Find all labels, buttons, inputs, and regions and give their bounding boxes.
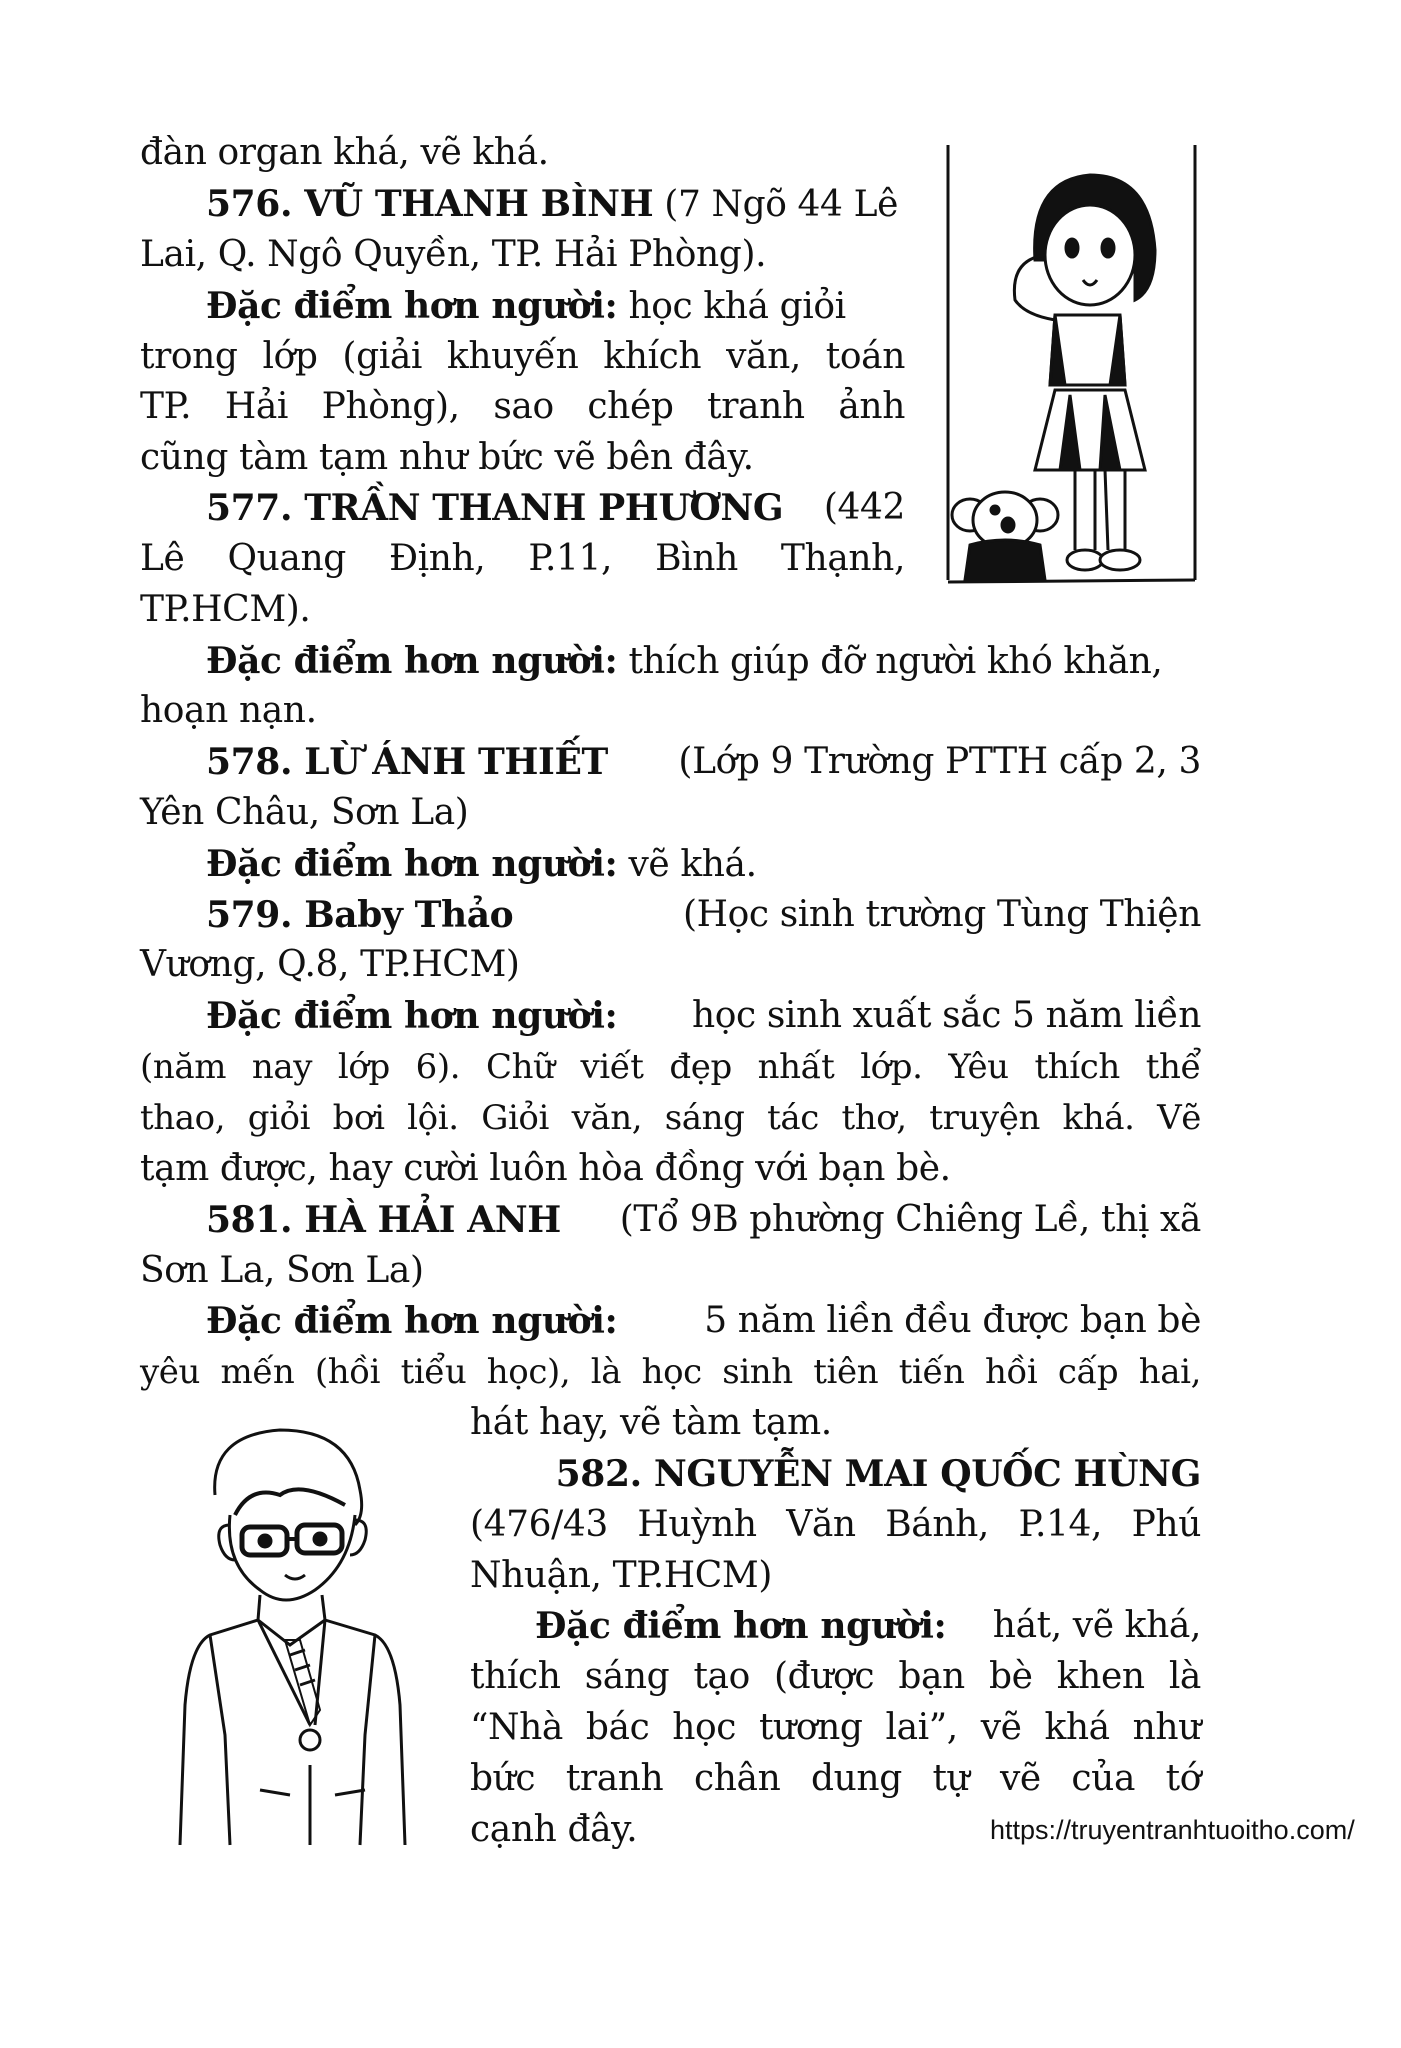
- entry-576-heading: [206, 182, 898, 227]
- trait-label: Đặc điểm hơn người:: [206, 995, 618, 1037]
- entry-578-address-cont: Yên Châu, Sơn La): [140, 792, 469, 833]
- entry-576-address: (7 Ngõ 44 Lê: [664, 184, 899, 225]
- entry-582-address-cont: Nhuận, TP.HCM): [470, 1555, 773, 1596]
- text-line: cũng tàm tạm như bức vẽ bên đây.: [140, 437, 754, 478]
- trait-text: hát, vẽ khá,: [992, 1605, 1201, 1646]
- entry-577-heading: [206, 486, 905, 530]
- entry-577-address-cont: Lê Quang Định, P.11, Bình Thạnh,: [140, 538, 905, 579]
- entry-578-name: 578. LỪ ÁNH THIẾT: [206, 741, 608, 783]
- trait-label: Đặc điểm hơn người:: [206, 640, 618, 682]
- trait-label: Đặc điểm hơn người:: [206, 285, 618, 327]
- entry-578-heading: [206, 740, 1201, 784]
- entry-579-trait: [206, 994, 1201, 1038]
- text-line: yêu mến (hồi tiểu học), là học sinh tiên tiến hồi cấp hai,: [140, 1352, 1201, 1392]
- text-line: trong lớp (giải khuyến khích văn, toán: [140, 336, 905, 377]
- entry-581-address: (Tổ 9B phường Chiêng Lề, thị xã: [619, 1199, 1201, 1240]
- text-line: TP.HCM).: [140, 589, 311, 630]
- text-line: thao, giỏi bơi lội. Giỏi văn, sáng tác thơ, truyện khá. Vẽ: [140, 1098, 1201, 1138]
- entry-579-address: (Học sinh trường Tùng Thiện: [682, 894, 1201, 935]
- entry-581-name: 581. HÀ HẢI ANH: [206, 1199, 561, 1241]
- text-line: “Nhà bác học tương lai”, vẽ khá như: [470, 1707, 1201, 1748]
- text-line: (năm nay lớp 6). Chữ viết đẹp nhất lớp. Yêu thích thể: [140, 1047, 1201, 1087]
- entry-582-address: (476/43 Huỳnh Văn Bánh, P.14, Phú: [470, 1504, 1201, 1545]
- text-line: hoạn nạn.: [140, 690, 317, 731]
- trait-label: Đặc điểm hơn người:: [206, 843, 618, 885]
- text-line: thích sáng tạo (được bạn bè khen là: [470, 1656, 1201, 1697]
- text-line: TP. Hải Phòng), sao chép tranh ảnh: [140, 386, 905, 427]
- entry-578-trait: [206, 842, 757, 887]
- entry-579-name: 579. Baby Thảo: [206, 894, 514, 936]
- text-line: hát hay, vẽ tàm tạm.: [470, 1402, 832, 1443]
- text-line: bức tranh chân dung tự vẽ của tớ: [470, 1758, 1201, 1799]
- entry-579-address-cont: Vương, Q.8, TP.HCM): [140, 944, 520, 985]
- entry-581-address-cont: Sơn La, Sơn La): [140, 1250, 424, 1291]
- entry-582-trait: [535, 1604, 1201, 1648]
- text-line: cạnh đây.: [470, 1809, 638, 1850]
- entry-576-address-cont: Lai, Q. Ngô Quyền, TP. Hải Phòng).: [140, 234, 767, 275]
- text-line: tạm được, hay cười luôn hòa đồng với bạn bè.: [140, 1148, 951, 1189]
- entry-579-heading: [206, 893, 1201, 937]
- entry-581-trait: [206, 1299, 1201, 1343]
- trait-text: học khá giỏi: [628, 286, 846, 327]
- trait-label: Đặc điểm hơn người:: [535, 1605, 947, 1647]
- entry-577-name: 577. TRẦN THANH PHƯƠNG: [206, 487, 784, 529]
- entry-577-trait: [206, 639, 1162, 684]
- entry-582-name: 582. NGUYỄN MAI QUỐC HÙNG: [555, 1453, 1201, 1495]
- trait-text: 5 năm liền đều được bạn bè: [704, 1300, 1201, 1341]
- entry-578-address: (Lớp 9 Trường PTTH cấp 2, 3: [678, 741, 1201, 782]
- entry-576-trait: [206, 284, 846, 329]
- girl-illustration: [940, 140, 1202, 595]
- trait-text: thích giúp đỡ người khó khăn,: [628, 641, 1163, 682]
- entry-577-address: (442: [823, 487, 905, 528]
- trait-label: Đặc điểm hơn người:: [206, 1300, 618, 1342]
- boy-illustration: [150, 1405, 450, 1865]
- text-line: đàn organ khá, vẽ khá.: [140, 132, 549, 173]
- watermark-url: https://truyentranhtuoitho.com/: [990, 1815, 1355, 1845]
- entry-576-name: 576. VŨ THANH BÌNH: [206, 183, 654, 225]
- trait-text: vẽ khá.: [628, 844, 757, 885]
- entry-581-heading: [206, 1198, 1201, 1242]
- trait-text: học sinh xuất sắc 5 năm liền: [691, 995, 1201, 1036]
